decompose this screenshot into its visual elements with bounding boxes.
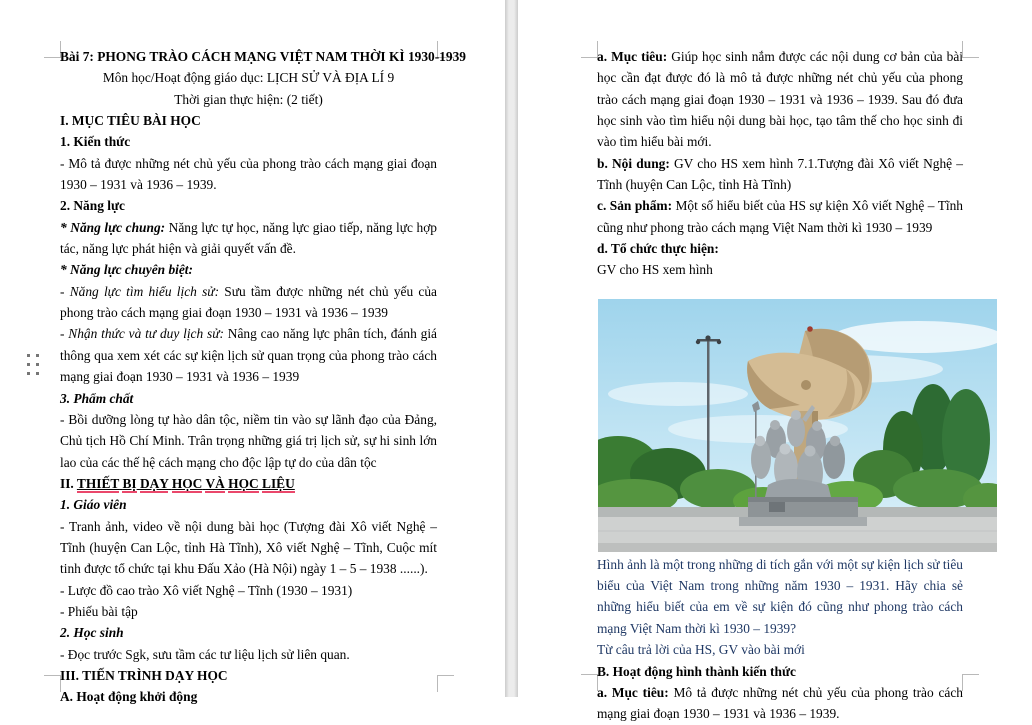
para-tim-hieu-lich-su bbox=[60, 281, 437, 324]
heading-thiet-bi-word: LIỆU bbox=[262, 475, 295, 491]
text-muc-tieu-b: Mô tả được những nét chủ yếu của phong trào cách mạng giai đoạn 1930 – 1931 và 1936 – 1939. bbox=[597, 684, 963, 722]
para-pham-chat: - Bồi dưỡng lòng tự hào dân tộc, niềm tin vào sự lãnh đạo của Đảng, Chủ tịch Hồ Chí Minh. Trân trọng những giá trị lịch sử, sự hi sinh lớn lao của các thế hệ cách mạng cho độc lập tự do của dân tộc bbox=[60, 411, 437, 470]
para-muc-tieu-a bbox=[597, 46, 963, 153]
para-gv-xem-hinh: GV cho HS xem hình bbox=[597, 262, 713, 278]
lead-tim-hieu-lich-su: - Năng lực tìm hiểu lịch sử: bbox=[60, 283, 220, 299]
heading-thiet-bi bbox=[60, 473, 437, 494]
para-san-pham bbox=[597, 195, 963, 238]
para-muc-tieu-b bbox=[597, 682, 963, 725]
para-luoc-do: - Lược đồ cao trào Xô viết Nghệ – Tĩnh (1930 – 1931) bbox=[60, 582, 353, 598]
margin-mark-bottom-left bbox=[581, 674, 598, 691]
heading-to-chuc-thuc-hien: d. Tổ chức thực hiện: bbox=[597, 241, 719, 257]
lead-nang-luc-chung: * Năng lực chung: bbox=[60, 219, 166, 235]
text-nhan-thuc-tu-duy: Nâng cao năng lực phân tích, đánh giá thông qua xem xét các sự kiện lịch sử quan trọng của phong trào cách mạng giai đoạn 1930 – 1931 và 1936 – 1939 bbox=[60, 326, 437, 385]
duration-line: Thời gian thực hiện: (2 tiết) bbox=[174, 91, 323, 107]
heading-thiet-bi-word: VÀ bbox=[205, 475, 225, 491]
heading-kien-thuc: 1. Kiến thức bbox=[60, 134, 131, 150]
para-kien-thuc: - Mô tả được những nét chủ yếu của phong trào cách mạng giai đoạn 1930 – 1931 và 1936 – 1939. bbox=[60, 155, 437, 193]
margin-mark-top-left bbox=[44, 41, 61, 58]
photo-pedestal bbox=[739, 497, 867, 526]
para-hinh-anh-question: Hình ảnh là một trong những di tích gắn với một sự kiện lịch sử tiêu biểu của Việt Nam trong những năm 1930 – 1931. Hãy chia sẻ những hiểu biết của em về sự kiện đó cũng như phong trào cách mạng Việt Nam thời kì 1930 – 1939? bbox=[597, 556, 963, 636]
heading-nang-luc-chuyen-biet: * Năng lực chuyên biệt: bbox=[60, 262, 193, 278]
lead-muc-tieu-a: a. Mục tiêu: bbox=[597, 49, 668, 64]
para-tranh-anh: - Tranh ảnh, video về nội dung bài học (Tượng đài Xô viết Nghệ – Tĩnh (huyện Can Lộc, tỉnh Hà Tĩnh), Xô viết Nghệ – Tĩnh, Cuộc mít tinh được tổ chức tại khu Đấu Xảo (Hà Nội) ngày 1 – 5 – 1938 ......). bbox=[60, 518, 437, 577]
lesson-title: Bài 7: PHONG TRÀO CÁCH MẠNG VIỆT NAM THỜI KÌ 1930-1939 bbox=[60, 49, 466, 64]
right-page-text[interactable] bbox=[597, 46, 963, 725]
heading-hinh-thanh-kien-thuc: B. Hoạt động hình thành kiến thức bbox=[597, 663, 796, 679]
text-nang-luc-chung: Năng lực tự học, năng lực giao tiếp, năng lực hợp tác, năng lực phát hiện và giải quyết vấn đề. bbox=[60, 219, 437, 257]
heading-thiet-bi-underlined bbox=[77, 476, 295, 493]
heading-nang-luc: 2. Năng lực bbox=[60, 198, 125, 214]
margin-mark-bottom-right bbox=[437, 675, 454, 692]
para-doc-truoc-sgk: - Đọc trước Sgk, sưu tầm các tư liệu lịch sử liên quan. bbox=[60, 646, 350, 662]
heading-pham-chat: 3. Phẩm chất bbox=[60, 390, 134, 406]
heading-thiet-bi-word: BỊ bbox=[122, 475, 137, 491]
left-page-text[interactable] bbox=[60, 46, 466, 708]
subject-line: Môn học/Hoạt động giáo dục: LỊCH SỬ VÀ ĐỊA LÍ 9 bbox=[102, 70, 395, 86]
heading-thiet-bi-prefix: II. bbox=[60, 475, 77, 491]
para-nhan-thuc-tu-duy bbox=[60, 323, 437, 387]
text-san-pham: Một số hiểu biết của HS sự kiện Xô viết Nghệ – Tĩnh cũng như phong trào cách mạng Việt Nam thời kì 1930 – 1939 bbox=[597, 198, 963, 235]
para-noi-dung bbox=[597, 153, 963, 196]
monument-photo[interactable] bbox=[598, 299, 997, 552]
margin-mark-top-left bbox=[581, 41, 598, 58]
drag-handle-dot bbox=[27, 354, 30, 357]
heading-thiet-bi-word: DẠY bbox=[139, 475, 169, 491]
heading-tien-trinh: III. TIẾN TRÌNH DẠY HỌC bbox=[60, 667, 228, 683]
drag-handle-dot bbox=[27, 363, 30, 366]
heading-khoi-dong: A. Hoạt động khởi động bbox=[60, 689, 198, 705]
heading-giao-vien: 1. Giáo viên bbox=[60, 497, 127, 513]
margin-mark-top-right bbox=[962, 41, 979, 58]
heading-thiet-bi-word: HỌC bbox=[171, 475, 203, 491]
text-noi-dung: GV cho HS xem hình 7.1.Tượng đài Xô viết Nghệ – Tĩnh (huyện Can Lộc, tỉnh Hà Tĩnh) bbox=[597, 155, 963, 193]
para-nang-luc-chung bbox=[60, 217, 437, 260]
lead-noi-dung: b. Nội dung: bbox=[597, 155, 670, 171]
margin-mark-bottom-right bbox=[962, 674, 979, 691]
heading-thiet-bi-word: THIẾT bbox=[76, 475, 120, 491]
drag-handle-dot bbox=[27, 372, 30, 375]
drag-handle-dot bbox=[36, 372, 39, 375]
page-right bbox=[518, 0, 1032, 722]
drag-handle-dot bbox=[36, 363, 39, 366]
margin-mark-bottom-left bbox=[44, 675, 61, 692]
text-tim-hieu-lich-su: Sưu tầm được những nét chủ yếu của phong trào cách mạng giai đoạn 1930 – 1931 và 1936 – 1939 bbox=[60, 283, 437, 321]
drag-handle-dot bbox=[36, 354, 39, 357]
para-tu-cau-tra-loi: Từ câu trả lời của HS, GV vào bài mới bbox=[597, 642, 805, 658]
heading-muc-tieu-bai-hoc: I. MỤC TIÊU BÀI HỌC bbox=[60, 113, 201, 129]
page-left bbox=[0, 0, 505, 705]
heading-hoc-sinh: 2. Học sinh bbox=[60, 625, 124, 641]
lead-san-pham: c. Sản phẩm: bbox=[597, 198, 673, 214]
lead-nhan-thuc-tu-duy: - Nhận thức và tư duy lịch sử: bbox=[60, 326, 224, 342]
page-gap bbox=[505, 0, 518, 697]
lead-muc-tieu-b: a. Mục tiêu: bbox=[597, 684, 669, 700]
text-muc-tieu-a: Giúp học sinh nắm được các nội dung cơ bản của bài học cần đạt được đó là mô tả được những nét chủ yếu của phong trào cách mạng giai đoạn 1930 – 1931 và 1936 – 1939. Sau đó đưa học sinh vào tìm hiểu nội dung bài học, tạo tâm thế cho học sinh đi vào tìm hiểu bài mới. bbox=[597, 49, 963, 150]
para-phieu-bai-tap: - Phiếu bài tập bbox=[60, 603, 138, 619]
heading-thiet-bi-word: HỌC bbox=[228, 475, 259, 491]
drag-handle-icon[interactable] bbox=[27, 354, 39, 375]
